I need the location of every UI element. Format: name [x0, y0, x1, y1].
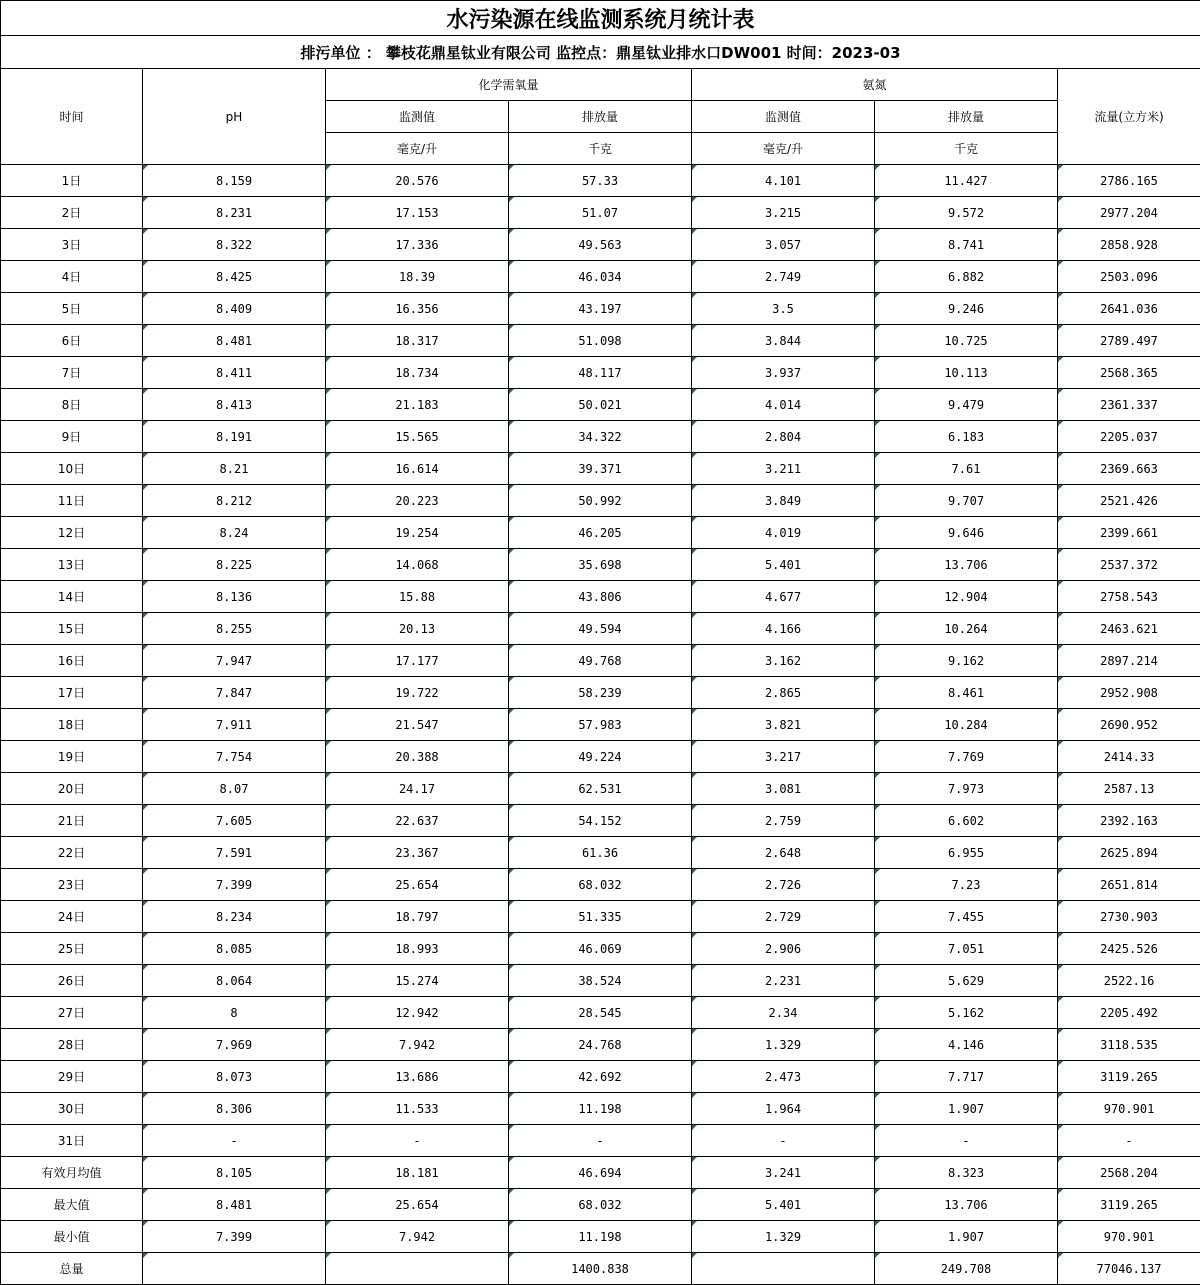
ph-cell: 8.07 — [143, 773, 326, 805]
nh3n-monitor-value-cell: 1.329 — [692, 1221, 875, 1253]
flow-cell: 3119.265 — [1058, 1189, 1200, 1221]
ph-cell: 8.159 — [143, 165, 326, 197]
flow-cell: 2641.036 — [1058, 293, 1200, 325]
ph-cell: 8.411 — [143, 357, 326, 389]
flow-cell: 2758.543 — [1058, 581, 1200, 613]
nh3n-monitor-value-cell: 4.019 — [692, 517, 875, 549]
cod-monitor-value-cell: 17.177 — [326, 645, 509, 677]
cod-monitor-value-cell: 16.614 — [326, 453, 509, 485]
cod-monitor-value-cell — [326, 1253, 509, 1285]
day-cell: 11日 — [1, 485, 143, 517]
cod-monitor-value-cell: 25.654 — [326, 869, 509, 901]
table-row — [1, 453, 1200, 485]
cod-monitor-value-cell: 21.547 — [326, 709, 509, 741]
ph-cell: 7.754 — [143, 741, 326, 773]
table-row — [1, 645, 1200, 677]
ph-cell: 8.413 — [143, 389, 326, 421]
day-cell: 6日 — [1, 325, 143, 357]
nh3n-monitor-value-cell: 3.241 — [692, 1157, 875, 1189]
cod-discharge-cell: 38.524 — [509, 965, 692, 997]
ph-cell: 8.191 — [143, 421, 326, 453]
cod-discharge-cell: 50.021 — [509, 389, 692, 421]
nh3n-monitor-value-cell: 3.211 — [692, 453, 875, 485]
day-cell: 19日 — [1, 741, 143, 773]
nh3n-monitor-value-cell: 4.101 — [692, 165, 875, 197]
day-cell: 23日 — [1, 869, 143, 901]
flow-cell: 2503.096 — [1058, 261, 1200, 293]
nh3n-monitor-value-cell: 3.217 — [692, 741, 875, 773]
header-nh3n: 氨氮 — [692, 69, 1058, 101]
nh3n-monitor-value-cell: 1.329 — [692, 1029, 875, 1061]
nh3n-discharge-cell: 9.572 — [875, 197, 1058, 229]
ph-cell: 8.322 — [143, 229, 326, 261]
ph-cell: 8 — [143, 997, 326, 1029]
table-row — [1, 229, 1200, 261]
table-row — [1, 389, 1200, 421]
nh3n-discharge-cell: 5.162 — [875, 997, 1058, 1029]
table-row — [1, 1093, 1200, 1125]
cod-discharge-cell: 46.205 — [509, 517, 692, 549]
cod-monitor-value-cell: 7.942 — [326, 1029, 509, 1061]
nh3n-monitor-value-cell: 2.726 — [692, 869, 875, 901]
day-cell: 27日 — [1, 997, 143, 1029]
flow-cell: 2897.214 — [1058, 645, 1200, 677]
nh3n-monitor-value-cell — [692, 1253, 875, 1285]
cod-discharge-cell: 24.768 — [509, 1029, 692, 1061]
ph-cell: 7.605 — [143, 805, 326, 837]
day-cell: 22日 — [1, 837, 143, 869]
nh3n-monitor-value-cell: 3.844 — [692, 325, 875, 357]
header-nh3n-unit-mass: 千克 — [875, 133, 1058, 165]
flow-cell: 970.901 — [1058, 1221, 1200, 1253]
header-nh3n-discharge: 排放量 — [875, 101, 1058, 133]
flow-cell: - — [1058, 1125, 1200, 1157]
cod-monitor-value-cell: 18.993 — [326, 933, 509, 965]
cod-monitor-value-cell: 15.274 — [326, 965, 509, 997]
table-row — [1, 1029, 1200, 1061]
ph-cell: 8.481 — [143, 1189, 326, 1221]
ph-cell: 8.085 — [143, 933, 326, 965]
table-row — [1, 325, 1200, 357]
cod-discharge-cell: 61.36 — [509, 837, 692, 869]
nh3n-monitor-value-cell: - — [692, 1125, 875, 1157]
table-row — [1, 901, 1200, 933]
nh3n-discharge-cell: 9.246 — [875, 293, 1058, 325]
nh3n-monitor-value-cell: 3.937 — [692, 357, 875, 389]
table-row — [1, 1061, 1200, 1093]
day-cell: 最大值 — [1, 1189, 143, 1221]
nh3n-monitor-value-cell: 3.215 — [692, 197, 875, 229]
day-cell: 20日 — [1, 773, 143, 805]
nh3n-discharge-cell: 9.646 — [875, 517, 1058, 549]
flow-cell: 2369.663 — [1058, 453, 1200, 485]
ph-cell: 8.306 — [143, 1093, 326, 1125]
nh3n-monitor-value-cell: 2.759 — [692, 805, 875, 837]
cod-discharge-cell: 42.692 — [509, 1061, 692, 1093]
cod-monitor-value-cell: 18.734 — [326, 357, 509, 389]
flow-cell: 2521.426 — [1058, 485, 1200, 517]
table-row — [1, 1253, 1200, 1285]
flow-cell: 2952.908 — [1058, 677, 1200, 709]
nh3n-discharge-cell: 6.955 — [875, 837, 1058, 869]
table-row — [1, 293, 1200, 325]
day-cell: 最小值 — [1, 1221, 143, 1253]
cod-discharge-cell: - — [509, 1125, 692, 1157]
cod-monitor-value-cell: 18.181 — [326, 1157, 509, 1189]
cod-monitor-value-cell: 17.153 — [326, 197, 509, 229]
flow-cell: 2730.903 — [1058, 901, 1200, 933]
flow-cell: 2568.204 — [1058, 1157, 1200, 1189]
table-row — [1, 677, 1200, 709]
cod-discharge-cell: 50.992 — [509, 485, 692, 517]
table-row — [1, 485, 1200, 517]
header-flow: 流量(立方米) — [1058, 69, 1200, 165]
day-cell: 16日 — [1, 645, 143, 677]
cod-discharge-cell: 51.07 — [509, 197, 692, 229]
cod-monitor-value-cell: - — [326, 1125, 509, 1157]
nh3n-discharge-cell: 8.461 — [875, 677, 1058, 709]
flow-cell: 2858.928 — [1058, 229, 1200, 261]
day-cell: 21日 — [1, 805, 143, 837]
cod-discharge-cell: 46.034 — [509, 261, 692, 293]
ph-cell: 7.911 — [143, 709, 326, 741]
day-cell: 1日 — [1, 165, 143, 197]
day-cell: 13日 — [1, 549, 143, 581]
ph-cell: 8.24 — [143, 517, 326, 549]
ph-cell: 7.399 — [143, 1221, 326, 1253]
nh3n-monitor-value-cell: 3.162 — [692, 645, 875, 677]
nh3n-monitor-value-cell: 3.057 — [692, 229, 875, 261]
cod-monitor-value-cell: 18.39 — [326, 261, 509, 293]
flow-cell: 2690.952 — [1058, 709, 1200, 741]
ph-cell: 8.21 — [143, 453, 326, 485]
ph-cell: 8.231 — [143, 197, 326, 229]
table-row — [1, 517, 1200, 549]
table-row — [1, 965, 1200, 997]
nh3n-discharge-cell: 13.706 — [875, 1189, 1058, 1221]
day-cell: 总量 — [1, 1253, 143, 1285]
nh3n-discharge-cell: 12.904 — [875, 581, 1058, 613]
cod-discharge-cell: 39.371 — [509, 453, 692, 485]
ph-cell: 7.399 — [143, 869, 326, 901]
flow-cell: 2651.814 — [1058, 869, 1200, 901]
ph-cell: 8.064 — [143, 965, 326, 997]
day-cell: 28日 — [1, 1029, 143, 1061]
nh3n-discharge-cell: 9.707 — [875, 485, 1058, 517]
table-row — [1, 933, 1200, 965]
table-row — [1, 709, 1200, 741]
nh3n-monitor-value-cell: 2.231 — [692, 965, 875, 997]
cod-discharge-cell: 54.152 — [509, 805, 692, 837]
nh3n-monitor-value-cell: 2.729 — [692, 901, 875, 933]
table-row — [1, 581, 1200, 613]
ph-cell: 8.255 — [143, 613, 326, 645]
cod-monitor-value-cell: 7.942 — [326, 1221, 509, 1253]
day-cell: 有效月均值 — [1, 1157, 143, 1189]
flow-cell: 2361.337 — [1058, 389, 1200, 421]
nh3n-discharge-cell: 6.602 — [875, 805, 1058, 837]
cod-discharge-cell: 48.117 — [509, 357, 692, 389]
cod-discharge-cell: 1400.838 — [509, 1253, 692, 1285]
report-title: 水污染源在线监测系统月统计表 — [1, 1, 1200, 36]
table-row — [1, 1157, 1200, 1189]
header-cod-monitor-value: 监测值 — [326, 101, 509, 133]
cod-discharge-cell: 51.335 — [509, 901, 692, 933]
table-row — [1, 613, 1200, 645]
day-cell: 8日 — [1, 389, 143, 421]
ph-cell — [143, 1253, 326, 1285]
flow-cell: 2587.13 — [1058, 773, 1200, 805]
cod-discharge-cell: 34.322 — [509, 421, 692, 453]
table-row — [1, 773, 1200, 805]
flow-cell: 2537.372 — [1058, 549, 1200, 581]
nh3n-monitor-value-cell: 5.401 — [692, 1189, 875, 1221]
nh3n-monitor-value-cell: 2.865 — [692, 677, 875, 709]
nh3n-discharge-cell: 1.907 — [875, 1093, 1058, 1125]
table-row — [1, 869, 1200, 901]
cod-discharge-cell: 46.694 — [509, 1157, 692, 1189]
day-cell: 15日 — [1, 613, 143, 645]
flow-cell: 2463.621 — [1058, 613, 1200, 645]
nh3n-discharge-cell: 6.183 — [875, 421, 1058, 453]
flow-cell: 2205.492 — [1058, 997, 1200, 1029]
table-row — [1, 805, 1200, 837]
cod-discharge-cell: 43.197 — [509, 293, 692, 325]
day-cell: 25日 — [1, 933, 143, 965]
nh3n-discharge-cell: 10.264 — [875, 613, 1058, 645]
ph-cell: 8.225 — [143, 549, 326, 581]
flow-cell: 2522.16 — [1058, 965, 1200, 997]
cod-monitor-value-cell: 17.336 — [326, 229, 509, 261]
ph-cell: 7.847 — [143, 677, 326, 709]
day-cell: 31日 — [1, 1125, 143, 1157]
table-row — [1, 1221, 1200, 1253]
header-cod: 化学需氧量 — [326, 69, 692, 101]
flow-cell: 970.901 — [1058, 1093, 1200, 1125]
nh3n-monitor-value-cell: 4.014 — [692, 389, 875, 421]
cod-discharge-cell: 43.806 — [509, 581, 692, 613]
table-row — [1, 1189, 1200, 1221]
cod-discharge-cell: 51.098 — [509, 325, 692, 357]
nh3n-monitor-value-cell: 2.749 — [692, 261, 875, 293]
cod-monitor-value-cell: 22.637 — [326, 805, 509, 837]
cod-monitor-value-cell: 20.388 — [326, 741, 509, 773]
table-row — [1, 261, 1200, 293]
header-ph: pH — [143, 69, 326, 165]
flow-cell: 2789.497 — [1058, 325, 1200, 357]
nh3n-monitor-value-cell: 2.34 — [692, 997, 875, 1029]
nh3n-monitor-value-cell: 4.677 — [692, 581, 875, 613]
cod-monitor-value-cell: 20.223 — [326, 485, 509, 517]
cod-discharge-cell: 49.563 — [509, 229, 692, 261]
table-row — [1, 421, 1200, 453]
cod-discharge-cell: 11.198 — [509, 1093, 692, 1125]
cod-discharge-cell: 46.069 — [509, 933, 692, 965]
ph-cell: 8.105 — [143, 1157, 326, 1189]
ph-cell: 8.073 — [143, 1061, 326, 1093]
nh3n-discharge-cell: 6.882 — [875, 261, 1058, 293]
nh3n-discharge-cell: 8.323 — [875, 1157, 1058, 1189]
cod-discharge-cell: 35.698 — [509, 549, 692, 581]
nh3n-discharge-cell: 9.479 — [875, 389, 1058, 421]
day-cell: 12日 — [1, 517, 143, 549]
nh3n-discharge-cell: 13.706 — [875, 549, 1058, 581]
cod-monitor-value-cell: 13.686 — [326, 1061, 509, 1093]
nh3n-monitor-value-cell: 4.166 — [692, 613, 875, 645]
flow-cell: 2625.894 — [1058, 837, 1200, 869]
flow-cell: 2392.163 — [1058, 805, 1200, 837]
nh3n-discharge-cell: 7.61 — [875, 453, 1058, 485]
nh3n-monitor-value-cell: 2.648 — [692, 837, 875, 869]
table-row — [1, 549, 1200, 581]
nh3n-discharge-cell: 8.741 — [875, 229, 1058, 261]
nh3n-monitor-value-cell: 3.5 — [692, 293, 875, 325]
day-cell: 14日 — [1, 581, 143, 613]
nh3n-discharge-cell: 7.973 — [875, 773, 1058, 805]
cod-discharge-cell: 62.531 — [509, 773, 692, 805]
nh3n-monitor-value-cell: 3.081 — [692, 773, 875, 805]
cod-discharge-cell: 58.239 — [509, 677, 692, 709]
day-cell: 17日 — [1, 677, 143, 709]
table-row — [1, 741, 1200, 773]
table-row — [1, 837, 1200, 869]
nh3n-discharge-cell: 1.907 — [875, 1221, 1058, 1253]
flow-cell: 2399.661 — [1058, 517, 1200, 549]
table-row — [1, 165, 1200, 197]
ph-cell: 7.969 — [143, 1029, 326, 1061]
nh3n-discharge-cell: 249.708 — [875, 1253, 1058, 1285]
nh3n-monitor-value-cell: 3.849 — [692, 485, 875, 517]
ph-cell: - — [143, 1125, 326, 1157]
header-time: 时间 — [1, 69, 143, 165]
cod-monitor-value-cell: 19.254 — [326, 517, 509, 549]
day-cell: 2日 — [1, 197, 143, 229]
day-cell: 3日 — [1, 229, 143, 261]
nh3n-monitor-value-cell: 1.964 — [692, 1093, 875, 1125]
nh3n-discharge-cell: - — [875, 1125, 1058, 1157]
nh3n-monitor-value-cell: 3.821 — [692, 709, 875, 741]
flow-cell: 2786.165 — [1058, 165, 1200, 197]
day-cell: 30日 — [1, 1093, 143, 1125]
cod-monitor-value-cell: 19.722 — [326, 677, 509, 709]
flow-cell: 2205.037 — [1058, 421, 1200, 453]
table-row — [1, 197, 1200, 229]
header-cod-unit-conc: 毫克/升 — [326, 133, 509, 165]
day-cell: 29日 — [1, 1061, 143, 1093]
ph-cell: 8.212 — [143, 485, 326, 517]
cod-discharge-cell: 28.545 — [509, 997, 692, 1029]
day-cell: 24日 — [1, 901, 143, 933]
cod-monitor-value-cell: 11.533 — [326, 1093, 509, 1125]
report-info-line: 排污单位 ： 攀枝花鼎星钛业有限公司 监控点：鼎星钛业排水口DW001 时间：2023-03 — [1, 36, 1200, 69]
nh3n-discharge-cell: 7.455 — [875, 901, 1058, 933]
table-row — [1, 357, 1200, 389]
nh3n-discharge-cell: 7.769 — [875, 741, 1058, 773]
nh3n-discharge-cell: 9.162 — [875, 645, 1058, 677]
flow-cell: 77046.137 — [1058, 1253, 1200, 1285]
nh3n-discharge-cell: 7.051 — [875, 933, 1058, 965]
nh3n-discharge-cell: 5.629 — [875, 965, 1058, 997]
ph-cell: 8.481 — [143, 325, 326, 357]
nh3n-discharge-cell: 7.23 — [875, 869, 1058, 901]
cod-monitor-value-cell: 24.17 — [326, 773, 509, 805]
cod-monitor-value-cell: 16.356 — [326, 293, 509, 325]
header-nh3n-unit-conc: 毫克/升 — [692, 133, 875, 165]
day-cell: 4日 — [1, 261, 143, 293]
cod-discharge-cell: 68.032 — [509, 869, 692, 901]
cod-discharge-cell: 49.224 — [509, 741, 692, 773]
day-cell: 7日 — [1, 357, 143, 389]
header-nh3n-monitor-value: 监测值 — [692, 101, 875, 133]
ph-cell: 7.947 — [143, 645, 326, 677]
cod-discharge-cell: 68.032 — [509, 1189, 692, 1221]
ph-cell: 8.409 — [143, 293, 326, 325]
nh3n-discharge-cell: 11.427 — [875, 165, 1058, 197]
cod-monitor-value-cell: 15.565 — [326, 421, 509, 453]
cod-discharge-cell: 11.198 — [509, 1221, 692, 1253]
day-cell: 18日 — [1, 709, 143, 741]
cod-monitor-value-cell: 18.317 — [326, 325, 509, 357]
header-cod-discharge: 排放量 — [509, 101, 692, 133]
ph-cell: 8.425 — [143, 261, 326, 293]
ph-cell: 7.591 — [143, 837, 326, 869]
cod-monitor-value-cell: 12.942 — [326, 997, 509, 1029]
cod-monitor-value-cell: 18.797 — [326, 901, 509, 933]
day-cell: 9日 — [1, 421, 143, 453]
nh3n-discharge-cell: 4.146 — [875, 1029, 1058, 1061]
nh3n-discharge-cell: 10.725 — [875, 325, 1058, 357]
cod-discharge-cell: 49.768 — [509, 645, 692, 677]
nh3n-monitor-value-cell: 2.804 — [692, 421, 875, 453]
ph-cell: 8.234 — [143, 901, 326, 933]
cod-monitor-value-cell: 25.654 — [326, 1189, 509, 1221]
flow-cell: 2568.365 — [1058, 357, 1200, 389]
cod-monitor-value-cell: 23.367 — [326, 837, 509, 869]
ph-cell: 8.136 — [143, 581, 326, 613]
flow-cell: 3119.265 — [1058, 1061, 1200, 1093]
day-cell: 26日 — [1, 965, 143, 997]
flow-cell: 2414.33 — [1058, 741, 1200, 773]
flow-cell: 2425.526 — [1058, 933, 1200, 965]
cod-discharge-cell: 57.33 — [509, 165, 692, 197]
nh3n-discharge-cell: 10.284 — [875, 709, 1058, 741]
day-cell: 10日 — [1, 453, 143, 485]
cod-discharge-cell: 57.983 — [509, 709, 692, 741]
cod-monitor-value-cell: 20.13 — [326, 613, 509, 645]
cod-monitor-value-cell: 21.183 — [326, 389, 509, 421]
nh3n-discharge-cell: 7.717 — [875, 1061, 1058, 1093]
nh3n-monitor-value-cell: 2.906 — [692, 933, 875, 965]
cod-monitor-value-cell: 20.576 — [326, 165, 509, 197]
day-cell: 5日 — [1, 293, 143, 325]
nh3n-monitor-value-cell: 5.401 — [692, 549, 875, 581]
flow-cell: 3118.535 — [1058, 1029, 1200, 1061]
table-row — [1, 997, 1200, 1029]
cod-discharge-cell: 49.594 — [509, 613, 692, 645]
cod-monitor-value-cell: 15.88 — [326, 581, 509, 613]
header-cod-unit-mass: 千克 — [509, 133, 692, 165]
flow-cell: 2977.204 — [1058, 197, 1200, 229]
table-row — [1, 1125, 1200, 1157]
nh3n-discharge-cell: 10.113 — [875, 357, 1058, 389]
nh3n-monitor-value-cell: 2.473 — [692, 1061, 875, 1093]
cod-monitor-value-cell: 14.068 — [326, 549, 509, 581]
